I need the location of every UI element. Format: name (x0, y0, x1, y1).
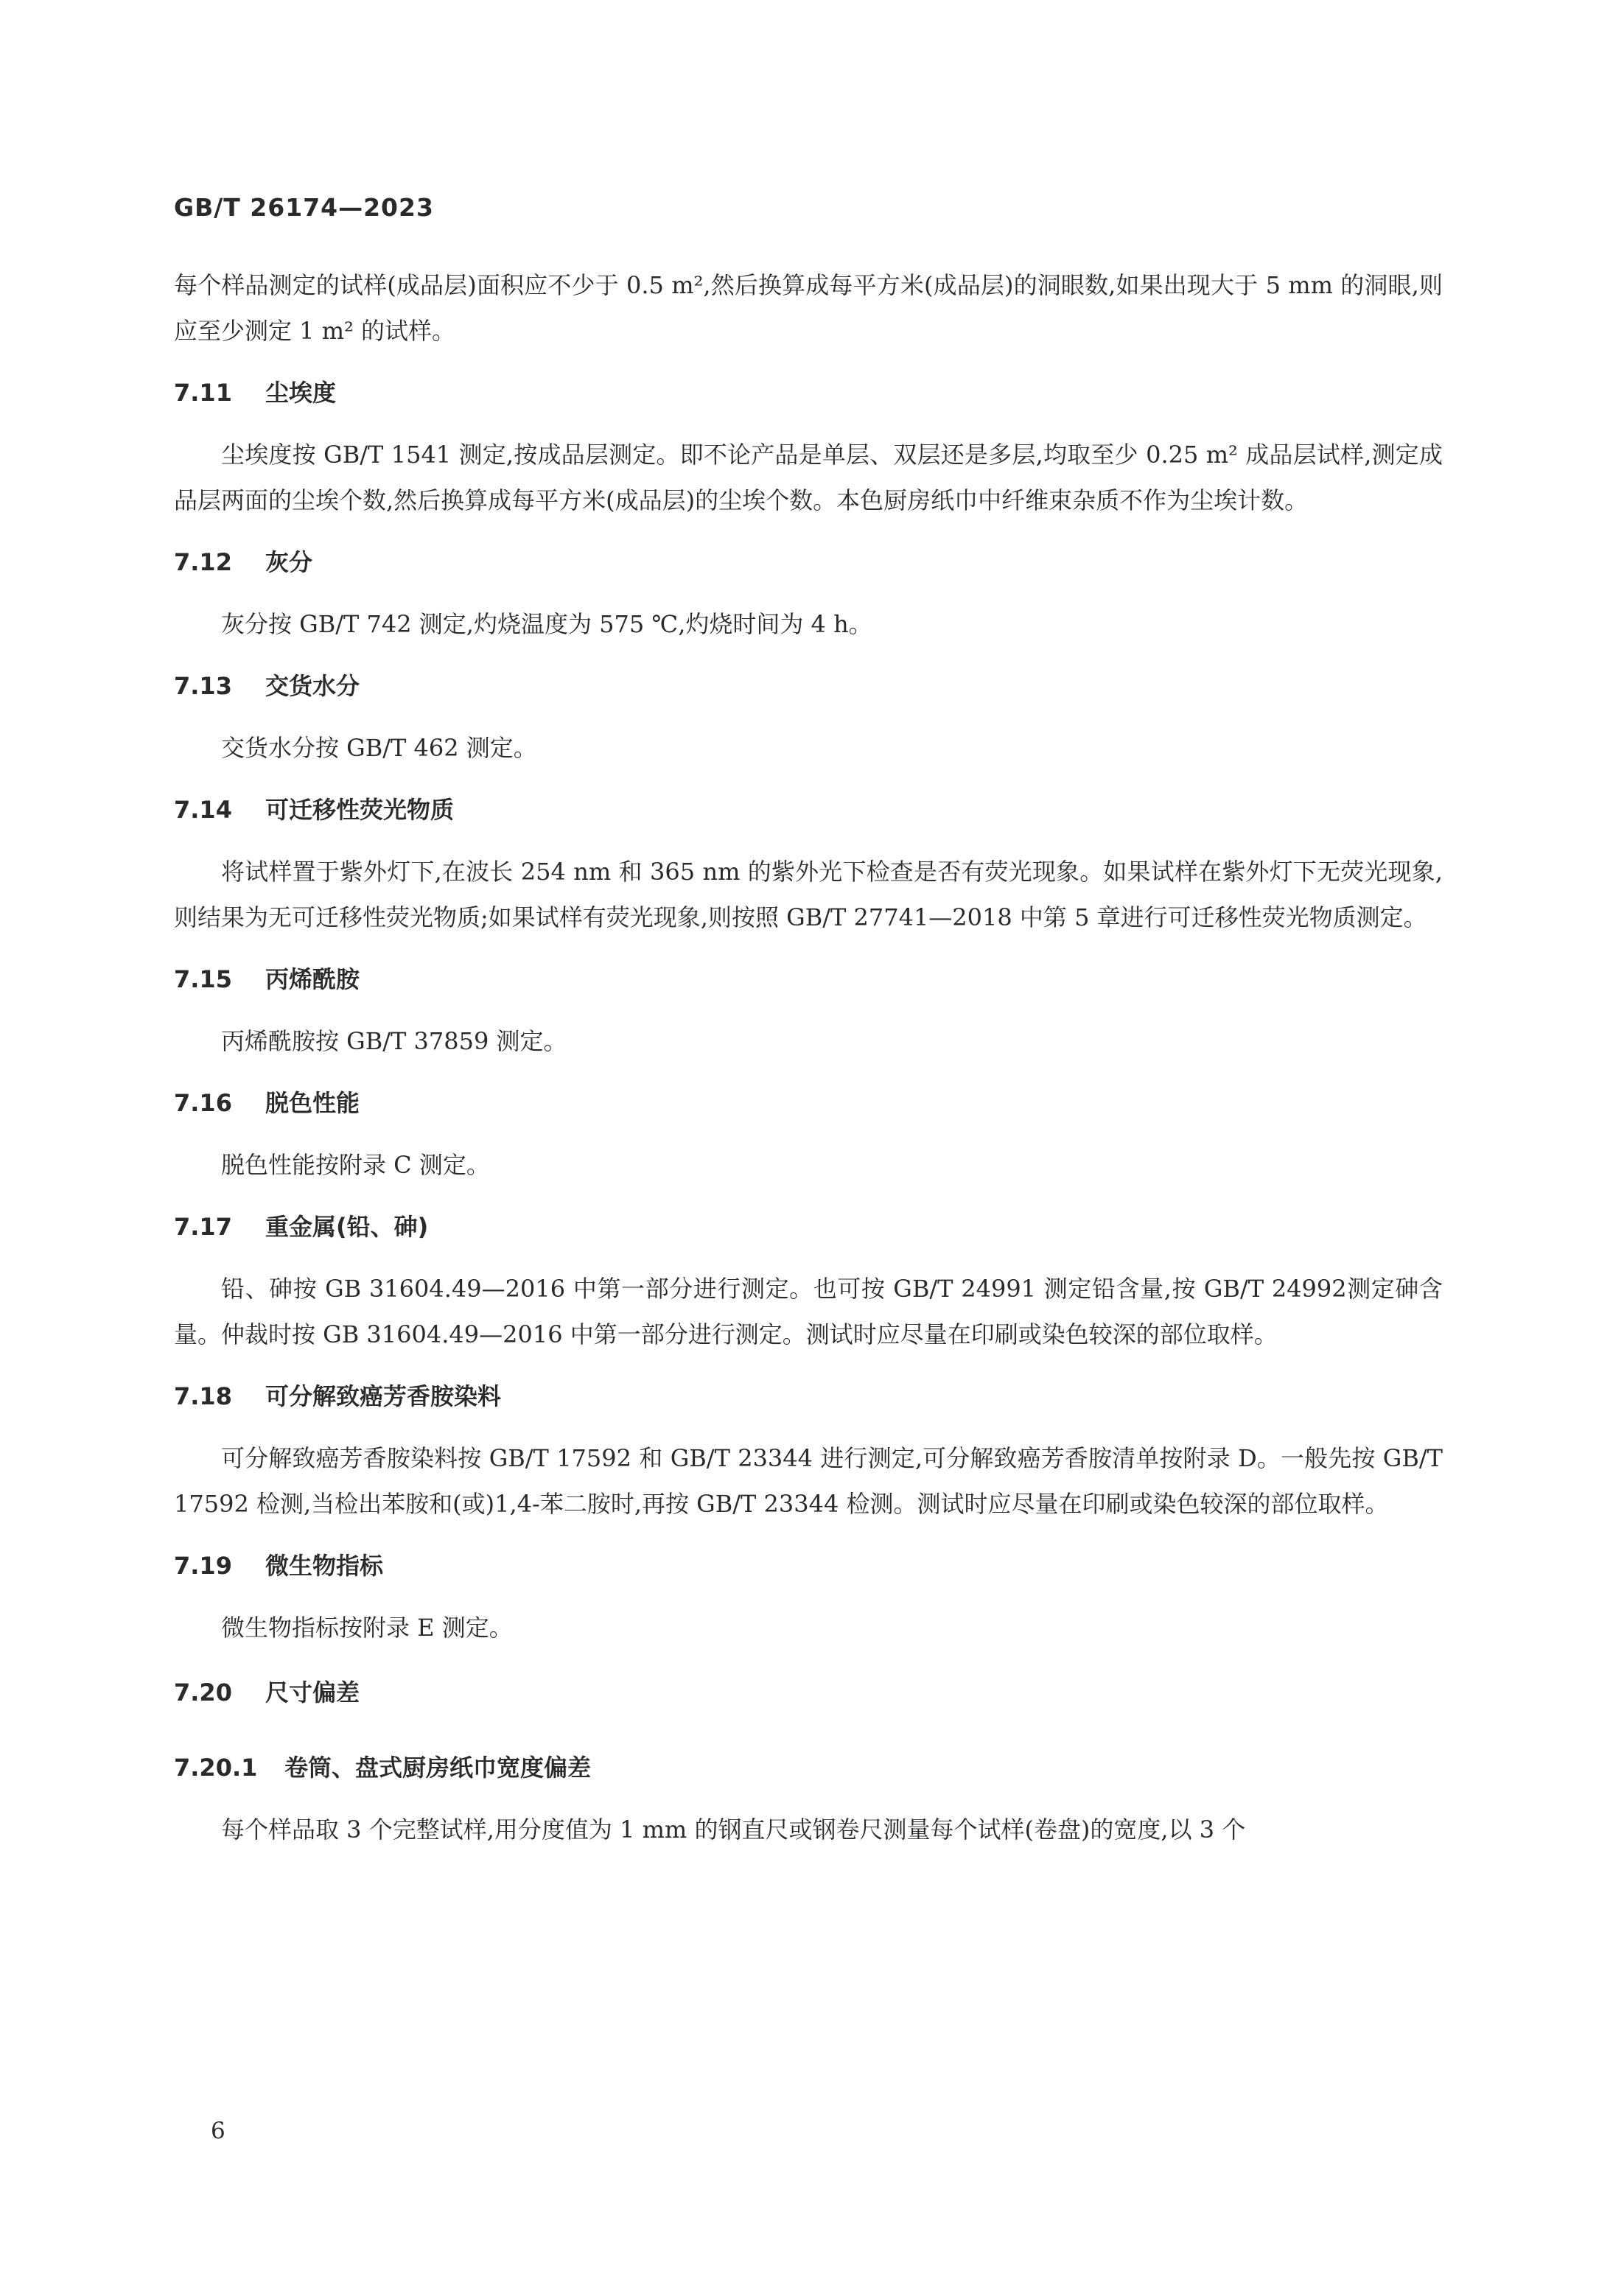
section-number: 7.20.1 (174, 1754, 258, 1782)
section-number: 7.20 (174, 1678, 232, 1706)
section-title: 尘埃度 (265, 379, 337, 407)
section-heading-7-13 (174, 663, 1443, 709)
section-heading-7-20-1 (174, 1745, 1443, 1790)
section-paragraph: 铅、砷按 GB 31604.49—2016 中第一部分进行测定。也可按 GB/T 24991 测定铅含量,按 GB/T 24992测定砷含量。仲裁时按 GB 31604.49—2016 中第一部分进行测定。测试时应尽量在印刷或染色较深的部位取样。 (174, 1275, 1443, 1348)
section-number: 7.15 (174, 965, 232, 993)
section-number: 7.16 (174, 1089, 232, 1117)
section-title: 可迁移性荧光物质 (265, 796, 455, 824)
section-number: 7.17 (174, 1213, 232, 1241)
section-paragraph: 每个样品取 3 个完整试样,用分度值为 1 mm 的钢直尺或钢卷尺测量每个试样(卷盘)的宽度,以 3 个 (221, 1816, 1246, 1844)
section-number: 7.12 (174, 548, 232, 576)
section-paragraph: 脱色性能按附录 C 测定。 (221, 1151, 490, 1179)
section-title: 脱色性能 (265, 1089, 360, 1117)
section-heading-7-17 (174, 1204, 1443, 1250)
section-paragraph: 灰分按 GB/T 742 测定,灼烧温度为 575 ℃,灼烧时间为 4 h。 (221, 610, 872, 638)
section-title: 交货水分 (265, 672, 360, 700)
section-paragraph: 将试样置于紫外灯下,在波长 254 nm 和 365 nm 的紫外光下检查是否有荧光现象。如果试样在紫外灯下无荧光现象,则结果为无可迁移性荧光物质;如果试样有荧光现象,则按照 GB/T 27741—2018 中第 5 章进行可迁移性荧光物质测定。 (174, 858, 1443, 931)
section-heading-7-19 (174, 1543, 1443, 1589)
section-paragraph: 丙烯酰胺按 GB/T 37859 测定。 (221, 1027, 567, 1055)
section-heading-7-16 (174, 1080, 1443, 1126)
section-title: 尺寸偏差 (265, 1678, 360, 1706)
page-number: 6 (211, 2118, 225, 2144)
section-paragraph: 可分解致癌芳香胺染料按 GB/T 17592 和 GB/T 23344 进行测定,可分解致癌芳香胺清单按附录 D。一般先按 GB/T 17592 检测,当检出苯胺和(或)1,4-苯二胺时,再按 GB/T 23344 检测。测试时应尽量在印刷或染色较深的部位取样。 (174, 1444, 1443, 1518)
section-heading-7-12 (174, 539, 1443, 585)
intro-paragraph: 每个样品测定的试样(成品层)面积应不少于 0.5 m²,然后换算成每平方米(成品层)的洞眼数,如果出现大于 5 mm 的洞眼,则应至少测定 1 m² 的试样。 (174, 271, 1443, 345)
section-number: 7.11 (174, 379, 232, 407)
section-paragraph: 微生物指标按附录 E 测定。 (221, 1614, 513, 1642)
section-title: 重金属(铅、砷) (265, 1213, 429, 1241)
section-title: 丙烯酰胺 (265, 965, 360, 993)
standard-code-header: GB/T 26174—2023 (174, 193, 434, 222)
section-title: 灰分 (265, 548, 313, 576)
section-heading-7-15 (174, 956, 1443, 1002)
section-heading-7-14 (174, 787, 1443, 833)
section-number: 7.18 (174, 1382, 232, 1410)
section-number: 7.19 (174, 1552, 232, 1580)
section-title: 可分解致癌芳香胺染料 (265, 1382, 502, 1410)
section-heading-7-11 (174, 370, 1443, 416)
document-body (174, 262, 1443, 1852)
section-title: 微生物指标 (265, 1552, 384, 1580)
section-title: 卷筒、盘式厨房纸巾宽度偏差 (284, 1754, 592, 1782)
section-paragraph: 尘埃度按 GB/T 1541 测定,按成品层测定。即不论产品是单层、双层还是多层,均取至少 0.25 m² 成品层试样,测定成品层两面的尘埃个数,然后换算成每平方米(成品层)的尘埃个数。本色厨房纸巾中纤维束杂质不作为尘埃计数。 (174, 441, 1443, 514)
section-heading-7-18 (174, 1373, 1443, 1419)
section-number: 7.13 (174, 672, 232, 700)
section-heading-7-20 (174, 1670, 1443, 1715)
section-number: 7.14 (174, 796, 232, 824)
section-paragraph: 交货水分按 GB/T 462 测定。 (221, 734, 537, 762)
